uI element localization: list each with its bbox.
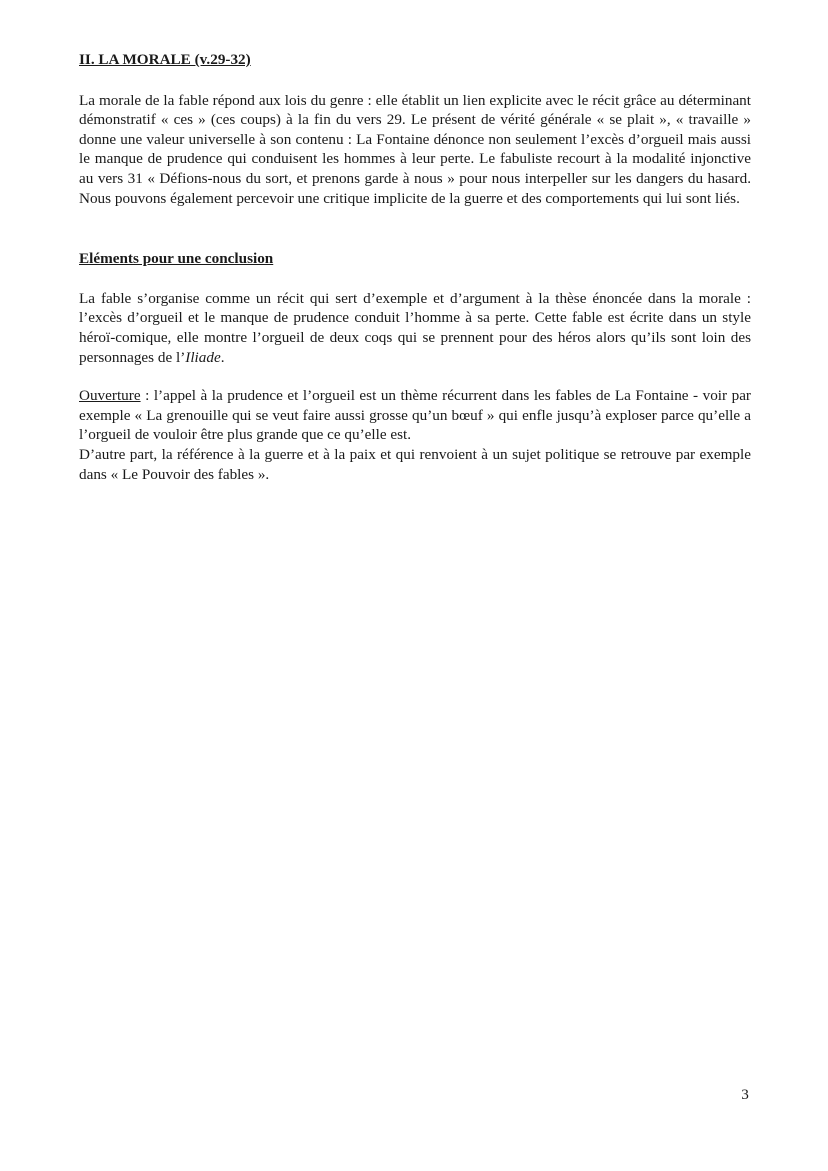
paragraph-morale: La morale de la fable répond aux lois du genre : elle établit un lien explicite avec le récit grâce au déterminant démonstratif « ces » (ces coups) à la fin du vers 29. Le présent de vérité générale « se plait », « travaille » donne une valeur universelle à son contenu : La Fontaine dénonce non seulement l’excès d’orgueil mais aussi le manque de prudence qui conduisent les hommes à leur perte. Le fabuliste recourt à la modalité injonctive au vers 31 « Défions-nous du sort, et prenons garde à nous » pour nous interpeller sur les dangers du hasard. Nous pouvons également percevoir une critique implicite de la guerre et des comportements qui lui sont liés. xyxy=(79,91,751,207)
iliad-title: Iliade xyxy=(185,348,221,366)
paragraph-ouverture xyxy=(79,386,751,445)
paragraph-ouverture-continued: D’autre part, la référence à la guerre et à la paix et qui renvoient à un sujet politique se retrouve par exemple dans « Le Pouvoir des fables ». xyxy=(79,445,751,483)
document-page xyxy=(79,50,751,484)
conclusion-end: . xyxy=(220,348,225,366)
conclusion-text: La fable s’organise comme un récit qui sert d’exemple et d’argument à la thèse énoncée dans la morale : l’excès d’orgueil et le manque de prudence conduit l’homme à sa perte. Cette fable est écrite dans un style héroï-comique, elle montre l’orgueil de deux coqs qui se prennent pour des héros alors qu’ils sont loin des personnages de l’ xyxy=(79,289,751,366)
paragraph-conclusion xyxy=(79,289,751,367)
page-number: 3 xyxy=(741,1086,749,1103)
section-heading-conclusion: Eléments pour une conclusion xyxy=(79,250,274,268)
ouverture-label: Ouverture xyxy=(79,387,141,405)
ouverture-text: : l’appel à la prudence et l’orgueil est un thème récurrent dans les fables de La Fontaine - voir par exemple « La grenouille qui se veut faire aussi grosse qu’un bœuf » qui enfle jusqu’à exploser parce qu’elle a l’orgueil de vouloir être plus grande que ce qu’elle est. xyxy=(79,387,751,444)
section-heading-morale: II. LA MORALE (v.29-32) xyxy=(79,51,251,68)
